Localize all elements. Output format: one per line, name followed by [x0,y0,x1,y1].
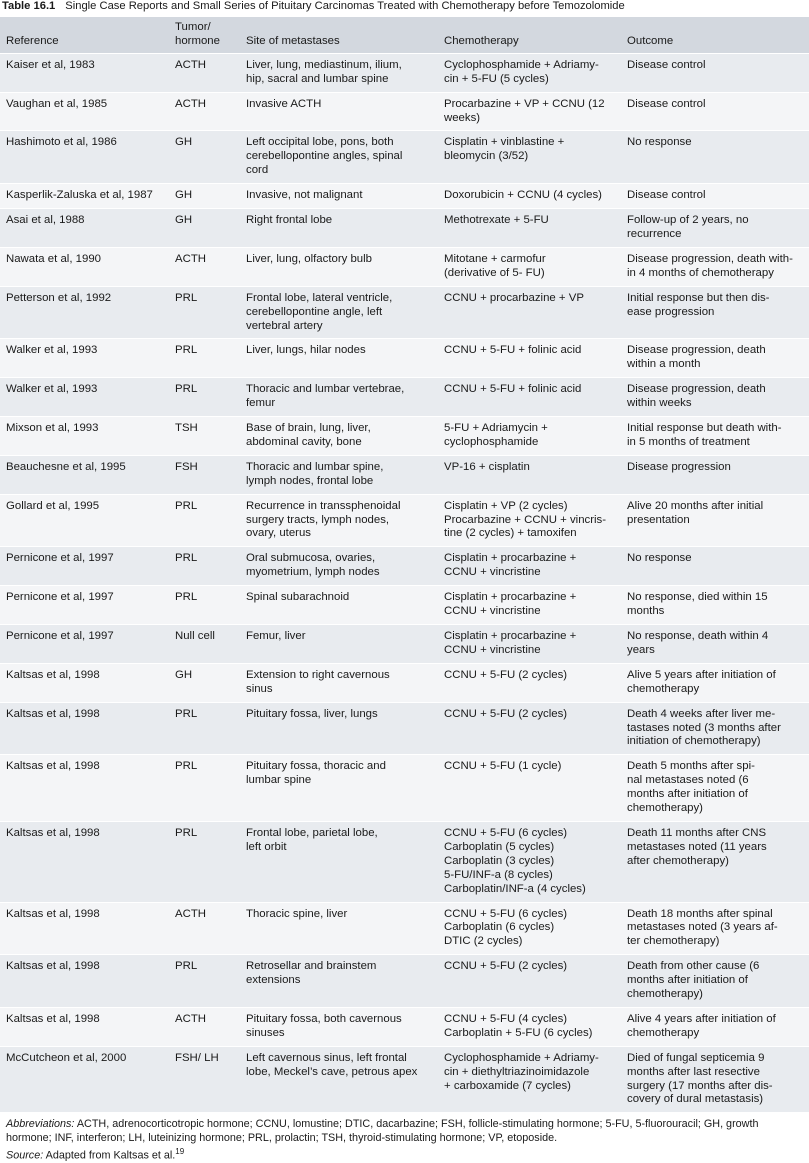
cell-chemotherapy [438,247,621,286]
cell-tumor-hormone: PRL [169,955,240,1008]
source-note [6,1145,805,1163]
cell-site-of-metastases-line: extensions [246,974,301,987]
cell-tumor-hormone: ACTH [169,902,240,955]
cell-chemotherapy-line: Cisplatin + procarbazine + [444,552,577,565]
source-reference: 19 [175,1147,185,1157]
cell-chemotherapy-line: Carboplatin + 5-FU (6 cycles) [444,1026,593,1039]
header-outcome: Outcome [627,34,674,47]
cell-outcome-line: Disease control [627,189,706,202]
cell-outcome-line: covery of dural metastasis) [627,1093,764,1106]
table-label: Table 16.1 [2,0,56,12]
cell-outcome [621,53,809,92]
cell-outcome [621,247,809,286]
cell-site-of-metastases [240,92,438,131]
cell-outcome-line: Death from other cause (6 [627,960,760,973]
cell-outcome-line: initiation of chemotherapy) [627,735,761,748]
cell-outcome-line: months after initiation of [627,974,748,987]
cell-site-of-metastases-line: hip, sacral and lumbar spine [246,72,389,85]
table-row [0,455,809,494]
cell-outcome-line: Death 4 weeks after liver me- [627,707,776,720]
cell-outcome [621,209,809,248]
table-caption [0,0,809,17]
cell-outcome-line: No response [627,136,692,149]
cell-site-of-metastases [240,53,438,92]
cell-chemotherapy-line: CCNU + 5-FU (6 cycles) [444,826,568,839]
cell-site-of-metastases-line: Liver, lung, olfactory bulb [246,252,373,265]
cell-chemotherapy-line: CCNU + procarbazine + VP [444,291,584,304]
cell-site-of-metastases-line: Base of brain, lung, liver, [246,422,371,435]
cell-site-of-metastases [240,955,438,1008]
cell-outcome-line: tastases noted (3 months after [627,721,781,734]
cell-reference: Petterson et al, 1992 [0,286,169,339]
table-row [0,625,809,664]
cell-tumor-hormone: GH [169,663,240,702]
cell-site-of-metastases-line: Liver, lung, mediastinum, ilium, [246,58,402,71]
cell-chemotherapy-line: DTIC (2 cycles) [444,935,523,948]
cell-outcome-line: No response, died within 15 [627,591,768,604]
cell-outcome-line: ter chemotherapy) [627,935,720,948]
cell-outcome-line: within weeks [627,397,692,410]
cell-site-of-metastases [240,625,438,664]
cell-chemotherapy [438,339,621,378]
cell-outcome [621,417,809,456]
cell-site-of-metastases-line: Extension to right cavernous [246,668,390,681]
cell-chemotherapy-line: CCNU + 5-FU + folinic acid [444,383,582,396]
cell-tumor-hormone: ACTH [169,92,240,131]
cell-chemotherapy [438,209,621,248]
cell-chemotherapy-line: tine (2 cycles) + tamoxifen [444,527,577,540]
cell-chemotherapy-line: 5-FU/INF-a (8 cycles) [444,868,553,881]
cell-outcome-line: Disease progression, death with- [627,252,793,265]
cell-chemotherapy-line: Procarbazine + CCNU + vincris- [444,513,607,526]
cell-site-of-metastases-line: Frontal lobe, lateral ventricle, [246,291,393,304]
cell-chemotherapy-line: Cyclophosphamide + Adriamy- [444,58,599,71]
cell-outcome-line: Alive 4 years after initiation of [627,1012,776,1025]
cell-reference: Walker et al, 1993 [0,339,169,378]
table-title: Single Case Reports and Small Series of Pituitary Carcinomas Treated with Chemotherapy before Temozolomide [65,0,625,12]
cell-tumor-hormone: PRL [169,286,240,339]
abbreviations-note [6,1117,805,1145]
cell-outcome-line: chemotherapy) [627,802,703,815]
abbreviations-label: Abbreviations: [6,1118,75,1131]
cell-site-of-metastases [240,247,438,286]
cell-outcome-line: chemotherapy [627,682,700,695]
cell-tumor-hormone: FSH/ LH [169,1046,240,1112]
cell-tumor-hormone: GH [169,131,240,184]
cell-tumor-hormone: PRL [169,755,240,822]
cell-outcome-line: Death 11 months after CNS [627,826,767,839]
cell-site-of-metastases-line: cerebellopontine angle, left [246,305,383,318]
cell-outcome [621,455,809,494]
cell-outcome [621,339,809,378]
cell-reference: Asai et al, 1988 [0,209,169,248]
cell-tumor-hormone: PRL [169,378,240,417]
cell-outcome-line: surgery (17 months after dis- [627,1079,773,1092]
cell-outcome-line: Follow-up of 2 years, no [627,214,749,227]
cell-reference: Mixson et al, 1993 [0,417,169,456]
header-tumor-line-1: Tumor/ [175,21,211,33]
cell-reference: Kaltsas et al, 1998 [0,1007,169,1046]
cell-site-of-metastases [240,455,438,494]
cell-site-of-metastases-line: abdominal cavity, bone [246,435,362,448]
cell-chemotherapy-line: Cisplatin + VP (2 cycles) [444,499,568,512]
cell-chemotherapy-line: CCNU + vincristine [444,643,541,656]
header-chemotherapy: Chemotherapy [444,34,519,47]
cell-outcome-line: ease progression [627,305,715,318]
cell-chemotherapy-line: cyclophosphamide [444,435,539,448]
cell-site-of-metastases-line: femur [246,397,276,410]
cell-outcome-line: Death 5 months after spi- [627,760,755,773]
cell-reference: Gollard et al, 1995 [0,494,169,547]
cell-site-of-metastases-line: Invasive ACTH [246,97,322,110]
cell-site-of-metastases [240,663,438,702]
cell-site-of-metastases [240,902,438,955]
table-row [0,755,809,822]
cell-site-of-metastases-line: Recurrence in transsphenoidal [246,499,401,512]
cell-site-of-metastases [240,586,438,625]
cell-tumor-hormone: GH [169,209,240,248]
cell-chemotherapy-line: Cisplatin + vinblastine + [444,136,565,149]
cell-site-of-metastases-line: Invasive, not malignant [246,189,363,202]
cell-chemotherapy-line: + carboxamide (7 cycles) [444,1079,571,1092]
cell-site-of-metastases-line: ovary, uterus [246,527,311,540]
cell-chemotherapy [438,586,621,625]
cell-outcome-line: metastases noted (3 years af- [627,921,778,934]
cell-tumor-hormone: TSH [169,417,240,456]
cell-outcome [621,702,809,755]
cell-chemotherapy-line: CCNU + vincristine [444,566,541,579]
cell-site-of-metastases [240,339,438,378]
cell-site-of-metastases-line: Liver, lungs, hilar nodes [246,344,366,357]
cell-outcome-line: after chemotherapy) [627,854,729,867]
cell-site-of-metastases [240,494,438,547]
cell-chemotherapy [438,547,621,586]
table-row [0,821,809,902]
table-row [0,417,809,456]
cell-chemotherapy [438,92,621,131]
cell-site-of-metastases-line: Spinal subarachnoid [246,591,350,604]
cell-chemotherapy-line: CCNU + vincristine [444,605,541,618]
table-row [0,702,809,755]
cell-site-of-metastases [240,417,438,456]
table-row [0,286,809,339]
cell-site-of-metastases-line: Femur, liver [246,630,306,642]
table-row [0,494,809,547]
table-row [0,247,809,286]
cell-site-of-metastases-line: Pituitary fossa, thoracic and [246,760,386,773]
cell-chemotherapy-line: Doxorubicin + CCNU (4 cycles) [444,189,602,202]
table-row [0,339,809,378]
cell-chemotherapy-line: CCNU + 5-FU (2 cycles) [444,668,568,681]
cell-outcome-line: nal metastases noted (6 [627,774,749,787]
cell-reference: Nawata et al, 1990 [0,247,169,286]
cell-site-of-metastases-line: Oral submucosa, ovaries, [246,552,376,565]
cell-tumor-hormone: PRL [169,339,240,378]
cell-outcome-line: Alive 5 years after initiation of [627,668,776,681]
cell-outcome [621,547,809,586]
cell-chemotherapy-line: Carboplatin/INF-a (4 cycles) [444,882,586,895]
cell-reference: Beauchesne et al, 1995 [0,455,169,494]
cell-site-of-metastases-line: myometrium, lymph nodes [246,566,380,579]
cell-site-of-metastases [240,1046,438,1112]
table-row [0,53,809,92]
cell-chemotherapy-line: Carboplatin (6 cycles) [444,921,555,934]
cell-site-of-metastases [240,547,438,586]
cell-outcome-line: Disease control [627,97,706,110]
cell-chemotherapy [438,455,621,494]
cell-outcome-line: months [627,605,665,618]
cell-outcome [621,902,809,955]
cell-outcome-line: Death 18 months after spinal [627,907,773,920]
cell-chemotherapy [438,1007,621,1046]
cell-outcome-line: metastases noted (11 years [627,840,767,853]
cell-tumor-hormone: PRL [169,821,240,902]
cell-chemotherapy [438,494,621,547]
cell-site-of-metastases [240,821,438,902]
cell-site-of-metastases-line: lumbar spine [246,774,312,787]
cell-chemotherapy-line: CCNU + 5-FU (4 cycles) [444,1012,568,1025]
cell-outcome [621,131,809,184]
cell-outcome-line: Initial response but then dis- [627,291,770,304]
cell-site-of-metastases [240,184,438,209]
cell-chemotherapy [438,702,621,755]
cell-reference: Kaltsas et al, 1998 [0,902,169,955]
cell-chemotherapy-line: Procarbazine + VP + CCNU (12 [444,97,605,110]
cell-outcome [621,1007,809,1046]
header-tumor-line-2: hormone [175,34,220,47]
header-site: Site of metastases [246,34,340,47]
cell-site-of-metastases-line: Thoracic spine, liver [246,907,348,920]
cell-site-of-metastases-line: lobe, Meckel’s cave, petrous apex [246,1065,418,1078]
cell-chemotherapy-line: Cisplatin + procarbazine + [444,591,577,604]
cell-chemotherapy-line: Methotrexate + 5-FU [444,214,549,227]
cell-site-of-metastases-line: Frontal lobe, parietal lobe, [246,826,378,839]
table-row [0,1046,809,1112]
cell-outcome [621,821,809,902]
cell-site-of-metastases-line: sinuses [246,1026,285,1039]
cell-outcome-line: recurrence [627,227,682,240]
cell-tumor-hormone: Null cell [169,625,240,664]
cell-chemotherapy-line: VP-16 + cisplatin [444,460,530,473]
cell-outcome [621,1046,809,1112]
cell-chemotherapy-line: CCNU + 5-FU (1 cycle) [444,760,562,773]
cell-chemotherapy-line: CCNU + 5-FU (6 cycles) [444,907,568,920]
cell-chemotherapy-line: CCNU + 5-FU (2 cycles) [444,960,568,973]
cell-site-of-metastases [240,1007,438,1046]
cell-site-of-metastases [240,286,438,339]
cell-outcome-line: Disease control [627,58,706,71]
cell-tumor-hormone: GH [169,184,240,209]
cell-outcome-line: months after last resective [627,1065,760,1078]
cell-chemotherapy-line: bleomycin (3/52) [444,150,529,163]
cell-chemotherapy-line: Carboplatin (5 cycles) [444,840,555,853]
cell-outcome [621,625,809,664]
cell-outcome-line: in 4 months of chemotherapy [627,266,774,279]
cell-outcome-line: chemotherapy) [627,988,703,1001]
chemotherapy-table [0,17,809,1112]
cell-outcome [621,378,809,417]
cell-chemotherapy-line: CCNU + 5-FU (2 cycles) [444,707,568,720]
cell-reference: Pernicone et al, 1997 [0,625,169,664]
table-row [0,663,809,702]
cell-reference: Walker et al, 1993 [0,378,169,417]
cell-outcome-line: Alive 20 months after initial [627,499,764,512]
table-row [0,92,809,131]
cell-chemotherapy [438,131,621,184]
cell-chemotherapy [438,1046,621,1112]
cell-chemotherapy [438,663,621,702]
cell-outcome-line: Disease progression, death [627,344,766,357]
cell-site-of-metastases-line: Retrosellar and brainstem [246,960,377,973]
cell-outcome [621,955,809,1008]
cell-site-of-metastases-line: lymph nodes, frontal lobe [246,474,374,487]
cell-outcome [621,286,809,339]
cell-chemotherapy-line: cin + diethyltriazinoimidazole [444,1065,590,1078]
cell-tumor-hormone: FSH [169,455,240,494]
cell-site-of-metastases-line: Pituitary fossa, liver, lungs [246,707,378,720]
cell-outcome [621,494,809,547]
cell-tumor-hormone: ACTH [169,247,240,286]
cell-chemotherapy [438,417,621,456]
cell-reference: Vaughan et al, 1985 [0,92,169,131]
table-row [0,209,809,248]
cell-chemotherapy-line: (derivative of 5- FU) [444,266,545,279]
cell-outcome-line: Disease progression, death [627,383,766,396]
cell-outcome-line: Disease progression [627,460,731,473]
abbreviations-text: ACTH, adrenocorticotropic hormone; CCNU, lomustine; DTIC, dacarbazine; FSH, follicle-stimulating hormone; 5-FU, 5-fluorouracil; GH, growth hormone; INF, interferon; LH, luteinizing hormone; PRL, prolactin; TSH, thyroid-stimulating hormone; VP, etoposide. [6,1118,759,1145]
table-body [0,53,809,1112]
cell-chemotherapy-line: CCNU + 5-FU + folinic acid [444,344,582,357]
cell-chemotherapy [438,378,621,417]
cell-site-of-metastases-line: Right frontal lobe [246,214,333,227]
cell-tumor-hormone: PRL [169,547,240,586]
cell-tumor-hormone: ACTH [169,1007,240,1046]
cell-site-of-metastases-line: Pituitary fossa, both cavernous [246,1012,402,1025]
cell-outcome-line: presentation [627,513,690,526]
header-reference: Reference [6,34,59,47]
table-row [0,902,809,955]
cell-outcome-line: chemotherapy [627,1026,700,1039]
cell-site-of-metastases [240,755,438,822]
cell-outcome [621,755,809,822]
cell-tumor-hormone: ACTH [169,53,240,92]
cell-reference: Pernicone et al, 1997 [0,586,169,625]
cell-chemotherapy [438,821,621,902]
source-label: Source: [6,1149,44,1162]
cell-chemotherapy-line: Mitotane + carmofur [444,252,546,265]
table-row [0,547,809,586]
cell-site-of-metastases-line: Thoracic and lumbar spine, [246,460,384,473]
cell-chemotherapy-line: Cyclophosphamide + Adriamy- [444,1051,599,1064]
source-text: Adapted from Kaltsas et al. [43,1149,176,1162]
cell-outcome-line: Initial response but death with- [627,422,782,435]
table-row [0,131,809,184]
cell-site-of-metastases-line: Thoracic and lumbar vertebrae, [246,383,405,396]
table-header [0,17,809,53]
cell-chemotherapy [438,53,621,92]
cell-site-of-metastases [240,378,438,417]
cell-reference: Kaltsas et al, 1998 [0,702,169,755]
cell-outcome-line: Died of fungal septicemia 9 [627,1051,765,1064]
cell-chemotherapy-line: Cisplatin + procarbazine + [444,630,577,642]
cell-site-of-metastases-line: left orbit [246,840,287,853]
cell-site-of-metastases-line: cerebellopontine angles, spinal [246,150,403,163]
cell-tumor-hormone: PRL [169,702,240,755]
cell-outcome-line: months after initiation of [627,788,748,801]
table-row [0,586,809,625]
header-tumor-hormone [169,17,240,53]
cell-site-of-metastases-line: surgery tracts, lymph nodes, [246,513,390,526]
cell-outcome [621,663,809,702]
cell-outcome [621,92,809,131]
cell-site-of-metastases [240,209,438,248]
cell-reference: Kaiser et al, 1983 [0,53,169,92]
cell-outcome [621,184,809,209]
cell-outcome-line: in 5 months of treatment [627,435,750,448]
cell-chemotherapy [438,902,621,955]
cell-reference: Kaltsas et al, 1998 [0,955,169,1008]
cell-reference: Kaltsas et al, 1998 [0,755,169,822]
cell-reference: Kaltsas et al, 1998 [0,821,169,902]
cell-tumor-hormone: PRL [169,586,240,625]
cell-reference: Pernicone et al, 1997 [0,547,169,586]
table-row [0,184,809,209]
cell-reference: Kaltsas et al, 1998 [0,663,169,702]
cell-site-of-metastases-line: Left occipital lobe, pons, both [246,136,394,149]
cell-outcome [621,586,809,625]
cell-site-of-metastases [240,131,438,184]
cell-reference: Hashimoto et al, 1986 [0,131,169,184]
cell-outcome-line: years [627,643,655,656]
cell-chemotherapy-line: weeks) [444,111,481,124]
cell-outcome-line: No response [627,552,692,565]
cell-site-of-metastases-line: cord [246,164,269,177]
cell-chemotherapy-line: cin + 5-FU (5 cycles) [444,72,549,85]
cell-chemotherapy-line: Carboplatin (3 cycles) [444,854,555,867]
cell-chemotherapy [438,955,621,1008]
cell-chemotherapy [438,184,621,209]
cell-site-of-metastases-line: Left cavernous sinus, left frontal [246,1051,407,1064]
cell-site-of-metastases-line: sinus [246,682,273,695]
cell-reference: McCutcheon et al, 2000 [0,1046,169,1112]
cell-reference: Kasperlik-Zaluska et al, 1987 [0,184,169,209]
cell-site-of-metastases-line: vertebral artery [246,319,323,332]
table-row [0,378,809,417]
cell-site-of-metastases [240,702,438,755]
cell-tumor-hormone: PRL [169,494,240,547]
table-row [0,1007,809,1046]
cell-chemotherapy [438,625,621,664]
cell-outcome-line: within a month [627,358,701,371]
table-row [0,955,809,1008]
cell-chemotherapy [438,755,621,822]
cell-chemotherapy [438,286,621,339]
cell-chemotherapy-line: 5-FU + Adriamycin + [444,422,548,435]
cell-outcome-line: No response, death within 4 [627,630,769,642]
